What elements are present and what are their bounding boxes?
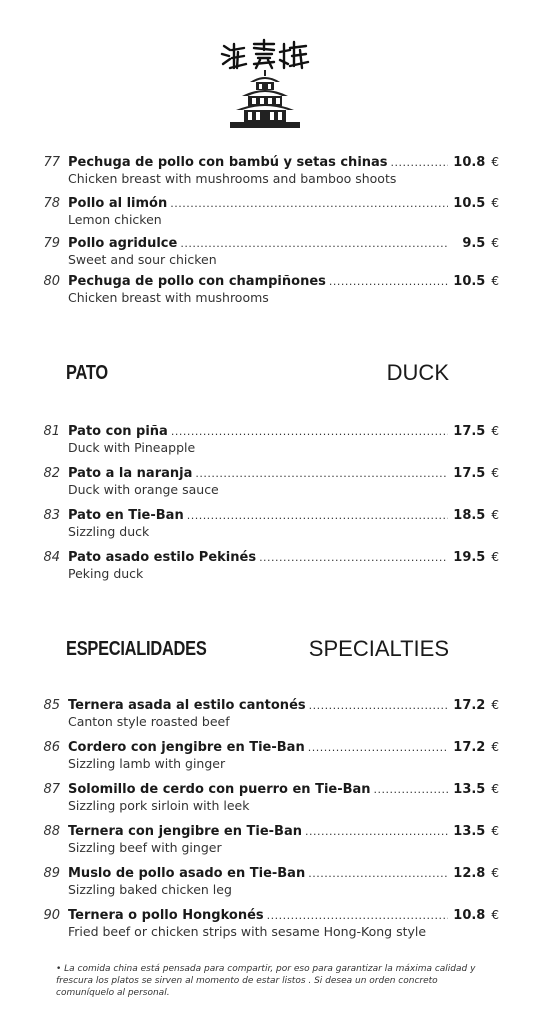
- item-english: Canton style roasted beef: [68, 714, 230, 729]
- item-number: 82: [43, 466, 60, 481]
- item-price: 17.5: [453, 466, 486, 481]
- item-price: 19.5: [453, 550, 486, 565]
- item-name: Pato a la naranja: [68, 466, 193, 481]
- currency-symbol: €: [491, 274, 499, 288]
- item-number: 87: [43, 782, 60, 797]
- currency-symbol: €: [491, 866, 499, 880]
- item-price: 13.5: [453, 824, 486, 839]
- section-title-en: SPECIALTIES: [308, 636, 449, 661]
- section-title-en: DUCK: [386, 360, 449, 385]
- item-name: Pato con piña: [68, 424, 168, 439]
- item-price: 9.5: [462, 236, 486, 251]
- item-number: 84: [43, 550, 60, 565]
- item-price: 10.8: [453, 155, 486, 170]
- chicken-section: [0, 155, 535, 316]
- item-number: 79: [43, 236, 60, 251]
- item-number: 83: [43, 508, 60, 523]
- currency-symbol: €: [491, 550, 499, 564]
- leader-dots: [308, 741, 449, 754]
- leader-dots: [171, 425, 449, 438]
- currency-symbol: €: [491, 196, 499, 210]
- leader-dots: [391, 156, 449, 169]
- menu-item: [0, 196, 535, 236]
- item-english: Sizzling baked chicken leg: [68, 882, 232, 897]
- menu-item: [0, 466, 535, 508]
- leader-dots: [187, 509, 449, 522]
- item-name: Cordero con jengibre en Tie-Ban: [68, 740, 305, 755]
- item-name: Ternera asada al estilo cantonés: [68, 698, 306, 713]
- item-english: Lemon chicken: [68, 212, 162, 227]
- currency-symbol: €: [491, 740, 499, 754]
- currency-symbol: €: [491, 908, 499, 922]
- specialties-section: [0, 698, 535, 950]
- item-english: Sizzling pork sirloin with leek: [68, 798, 250, 813]
- menu-item: [0, 824, 535, 866]
- item-english: Sweet and sour chicken: [68, 252, 217, 267]
- currency-symbol: €: [491, 508, 499, 522]
- leader-dots: [374, 783, 449, 796]
- item-english: Sizzling duck: [68, 524, 150, 539]
- menu-item: [0, 236, 535, 274]
- pagoda-logo-icon: [210, 38, 320, 130]
- menu-item: [0, 424, 535, 466]
- item-price: 10.8: [453, 908, 486, 923]
- item-english: Duck with Pineapple: [68, 440, 196, 455]
- item-number: 90: [43, 908, 60, 923]
- item-name: Ternera con jengibre en Tie-Ban: [68, 824, 302, 839]
- menu-item: [0, 274, 535, 316]
- item-name: Ternera o pollo Hongkonés: [68, 908, 264, 923]
- item-price: 13.5: [453, 782, 486, 797]
- restaurant-logo: [210, 38, 320, 130]
- leader-dots: [305, 825, 448, 838]
- menu-item: [0, 698, 535, 740]
- item-price: 10.5: [453, 274, 486, 289]
- footnote: • La comida china está pensada para compartir, por eso para garantizar la máxima calidad y frescura los platos se sirven al momento de estar listos . Si desea un orden concreto comuníquelo al personal.: [56, 964, 476, 998]
- item-english: Chicken breast with mushrooms and bamboo shoots: [68, 171, 397, 186]
- specialties-heading: [0, 638, 535, 668]
- section-title-es: ESPECIALIDADES: [66, 638, 207, 660]
- item-price: 17.2: [453, 740, 486, 755]
- currency-symbol: €: [491, 424, 499, 438]
- duck-section: [0, 424, 535, 592]
- leader-dots: [308, 867, 448, 880]
- leader-dots: [259, 551, 448, 564]
- item-number: 80: [43, 274, 60, 289]
- menu-item: [0, 782, 535, 824]
- item-name: Pato asado estilo Pekinés: [68, 550, 257, 565]
- item-price: 17.5: [453, 424, 486, 439]
- duck-heading: [0, 362, 535, 392]
- item-number: 88: [43, 824, 60, 839]
- currency-symbol: €: [491, 155, 499, 169]
- leader-dots: [329, 275, 448, 288]
- item-english: Duck with orange sauce: [68, 482, 219, 497]
- item-price: 12.8: [453, 866, 486, 881]
- currency-symbol: €: [491, 236, 499, 250]
- item-name: Pollo agridulce: [68, 236, 178, 251]
- leader-dots: [267, 909, 449, 922]
- item-english: Sizzling lamb with ginger: [68, 756, 226, 771]
- item-name: Muslo de pollo asado en Tie-Ban: [68, 866, 306, 881]
- menu-item: [0, 508, 535, 550]
- currency-symbol: €: [491, 782, 499, 796]
- item-number: 78: [43, 196, 60, 211]
- leader-dots: [195, 467, 448, 480]
- leader-dots: [180, 237, 448, 250]
- currency-symbol: €: [491, 698, 499, 712]
- item-english: Chicken breast with mushrooms: [68, 290, 269, 305]
- item-price: 18.5: [453, 508, 486, 523]
- item-english: Fried beef or chicken strips with sesame Hong-Kong style: [68, 924, 427, 939]
- item-name: Pechuga de pollo con bambú y setas chinas: [68, 155, 388, 170]
- item-price: 10.5: [453, 196, 486, 211]
- item-number: 86: [43, 740, 60, 755]
- item-name: Pato en Tie-Ban: [68, 508, 184, 523]
- item-english: Peking duck: [68, 566, 144, 581]
- item-english: Sizzling beef with ginger: [68, 840, 222, 855]
- currency-symbol: €: [491, 824, 499, 838]
- currency-symbol: €: [491, 466, 499, 480]
- menu-item: [0, 155, 535, 196]
- menu-item: [0, 740, 535, 782]
- item-number: 77: [43, 155, 60, 170]
- item-name: Pollo al limón: [68, 196, 168, 211]
- section-title-es: PATO: [66, 362, 108, 384]
- menu-item: [0, 550, 535, 592]
- menu-item: [0, 908, 535, 950]
- item-number: 89: [43, 866, 60, 881]
- menu-item: [0, 866, 535, 908]
- leader-dots: [309, 699, 449, 712]
- item-name: Pechuga de pollo con champiñones: [68, 274, 326, 289]
- item-number: 85: [43, 698, 60, 713]
- item-name: Solomillo de cerdo con puerro en Tie-Ban: [68, 782, 371, 797]
- item-price: 17.2: [453, 698, 486, 713]
- item-number: 81: [43, 424, 60, 439]
- leader-dots: [170, 197, 448, 210]
